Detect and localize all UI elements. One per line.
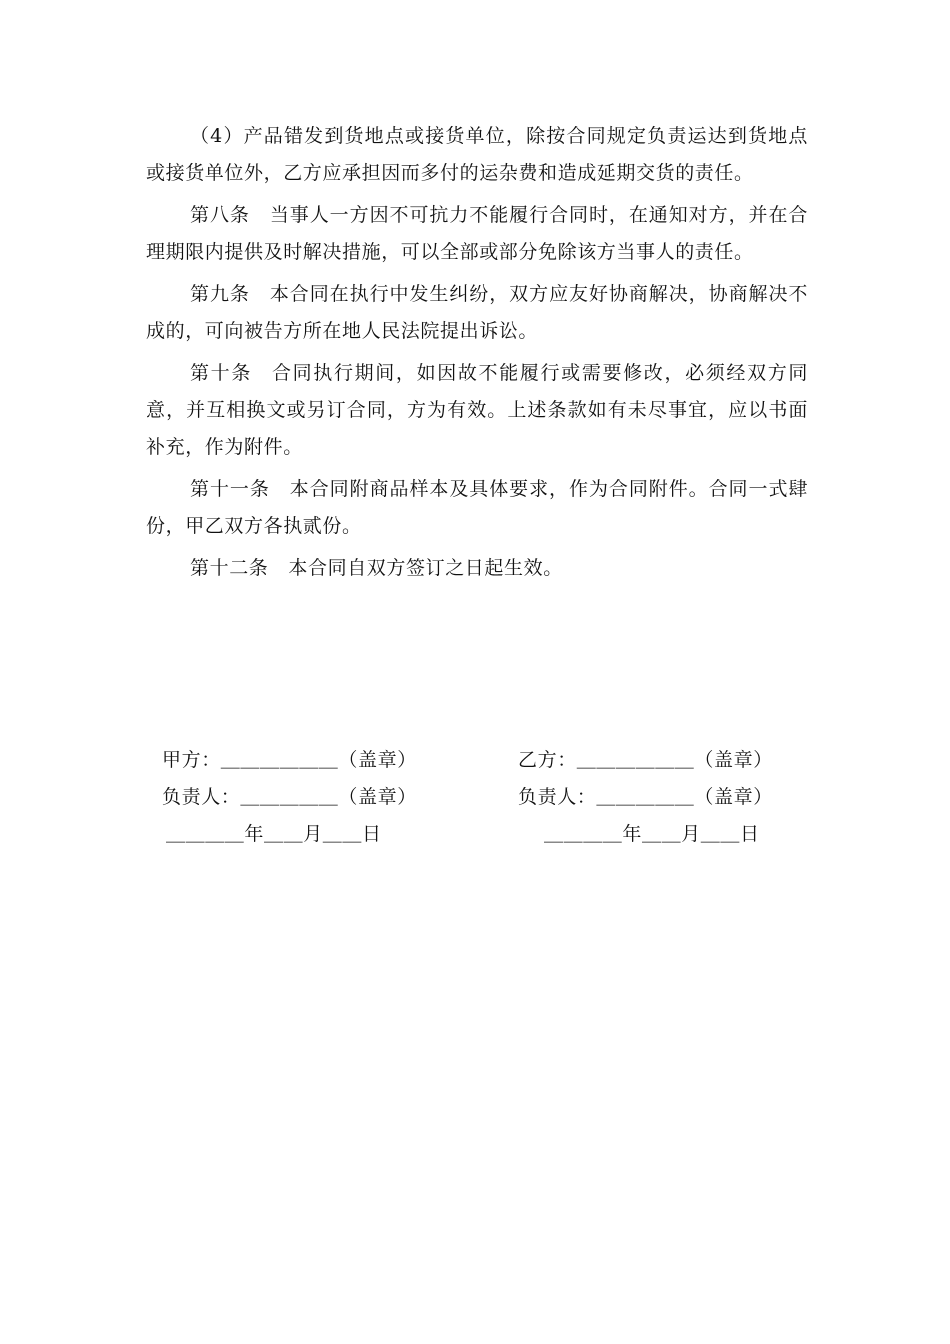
party-b-date-line: ＿＿＿＿年＿＿月＿＿日: [544, 823, 760, 845]
clause-heading: 第九条: [190, 283, 250, 305]
clause-article-8: [146, 197, 808, 271]
signature-block: [162, 742, 812, 853]
signature-date-row: [162, 816, 812, 853]
clause-text: 合同执行期间，如因故不能履行或需要修改，必须经双方同意，并互相换文或另订合同，方为有效。上述条款如有未尽事宜，应以书面补充，作为附件。: [146, 362, 808, 458]
clause-article-11: [146, 471, 808, 545]
signature-party-row: [162, 742, 812, 779]
clause-text: （4）产品错发到货地点或接货单位，除按合同规定负责运达到货地点或接货单位外，乙方应承担因而多付的运杂费和造成延期交货的责任。: [146, 125, 808, 184]
clause-4-item: [146, 118, 808, 192]
contract-body: [146, 118, 808, 592]
clause-article-10: [146, 355, 808, 466]
clause-text: 本合同自双方签订之日起生效。: [288, 557, 563, 579]
party-a-responsible-line: 负责人：＿＿＿＿＿（盖章）: [162, 786, 417, 808]
party-b-seal-line: 乙方：＿＿＿＿＿＿（盖章）: [518, 749, 773, 771]
party-a-date-line: ＿＿＿＿年＿＿月＿＿日: [166, 823, 382, 845]
party-b-responsible-line: 负责人：＿＿＿＿＿（盖章）: [518, 786, 773, 808]
signature-responsible-row: [162, 779, 812, 816]
clause-heading: 第十二条: [190, 557, 269, 579]
clause-heading: 第八条: [190, 204, 250, 226]
clause-heading: 第十一条: [190, 478, 270, 500]
clause-article-9: [146, 276, 808, 350]
clause-text: 当事人一方因不可抗力不能履行合同时，在通知对方，并在合理期限内提供及时解决措施，可以全部或部分免除该方当事人的责任。: [146, 204, 808, 263]
clause-text: 本合同在执行中发生纠纷，双方应友好协商解决，协商解决不成的，可向被告方所在地人民法院提出诉讼。: [146, 283, 808, 342]
clause-article-12: [146, 550, 808, 587]
clause-text: 本合同附商品样本及具体要求，作为合同附件。合同一式肆份，甲乙双方各执贰份。: [146, 478, 808, 537]
party-a-seal-line: 甲方：＿＿＿＿＿＿（盖章）: [162, 749, 417, 771]
clause-heading: 第十条: [190, 362, 252, 384]
